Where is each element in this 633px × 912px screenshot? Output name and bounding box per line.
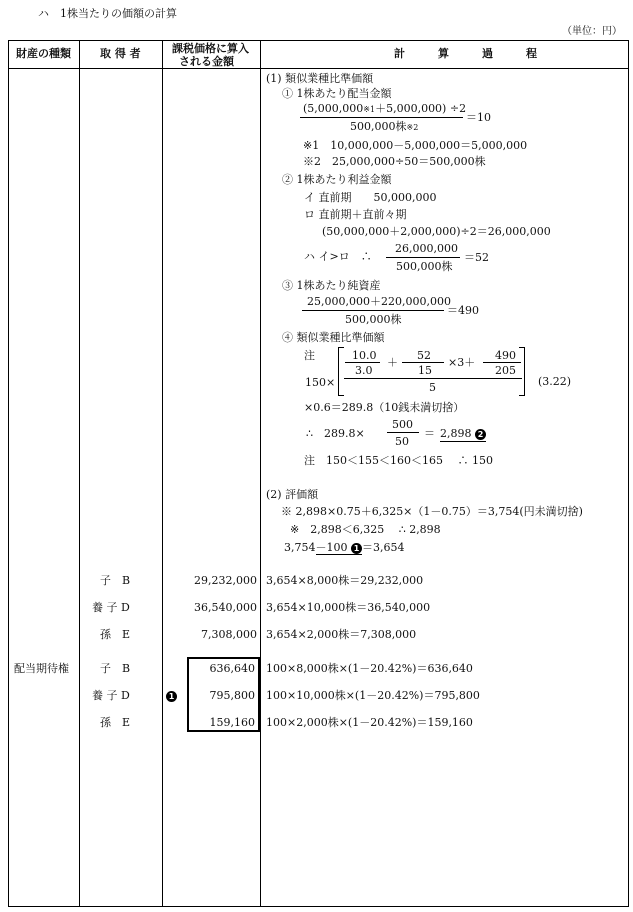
header-asset-type: 財産の種類	[16, 47, 71, 60]
valuation-line1: ※ 2,898×0.75＋6,325×（1－0.75）＝3,754(円未満切捨)	[281, 505, 583, 518]
valuation-line2: ※ 2,898＜6,325 ∴ 2,898	[290, 523, 441, 536]
dr-acquirer-d: 養 子 D	[92, 689, 130, 702]
profit-i: イ 直前期 50,000,000	[304, 191, 437, 204]
header-amount-line2: される金額	[179, 55, 234, 68]
bracket-right	[519, 347, 525, 396]
t-denominator: 50	[395, 435, 409, 448]
dr-acquirer-e: 孫 E	[100, 716, 131, 729]
similar-final-value: 2,898 2	[440, 428, 486, 442]
f2-numerator: 52	[417, 349, 431, 362]
f2-bar	[402, 362, 444, 363]
dividend-fraction-bar	[300, 117, 463, 118]
section-valuation: (2) 評価額	[266, 488, 319, 501]
f3-bar	[483, 362, 521, 363]
similar-therefore: ∴ 289.8×	[306, 427, 365, 440]
amount-b: 29,232,000	[194, 574, 257, 587]
dividend-denominator: 500,000株※2	[350, 120, 419, 133]
net-asset-result: ＝490	[447, 304, 479, 317]
header-amount-line1: 課税価格に算入	[172, 42, 249, 55]
t-equals: ＝	[424, 427, 435, 440]
unit-label: （単位：円）	[562, 26, 622, 37]
f1-bar	[345, 362, 380, 363]
f1-denominator: 3.0	[355, 364, 373, 377]
section-similar-industry: (1) 類似業種比準価額	[266, 72, 374, 85]
times3-plus: ×3＋	[448, 356, 476, 369]
net-asset-numerator: 25,000,000＋220,000,000	[307, 295, 451, 308]
profit-title: ② 1株あたり利益金額	[282, 173, 392, 186]
f2-denominator: 15	[418, 364, 432, 377]
similar-prefix: 150×	[305, 376, 336, 389]
similar-value-title: ④ 類似業種比準価額	[282, 331, 385, 344]
dr-amount-e: 159,160	[209, 716, 255, 729]
bracket-left	[338, 347, 344, 396]
dr-amount-b: 636,640	[209, 662, 255, 675]
header-process: 計 算 過 程	[394, 47, 537, 60]
profit-ro: ロ 直前期＋直前々期	[304, 208, 407, 221]
profit-ha-numerator: 26,000,000	[395, 242, 458, 255]
amount-d: 36,540,000	[194, 601, 257, 614]
amount-e: 7,308,000	[201, 628, 257, 641]
section-title: ハ 1株当たりの価額の計算	[38, 7, 177, 20]
profit-fraction-bar	[386, 257, 460, 258]
dr-process-d: 100×10,000株×(1－20.42%)＝795,800	[266, 689, 480, 702]
similar-note-mark: 注	[304, 349, 315, 362]
process-d: 3,654×10,000株＝36,540,000	[266, 601, 431, 614]
profit-ro-calc: (50,000,000＋2,000,000)÷2＝26,000,000	[322, 225, 551, 238]
plus-1: ＋	[387, 356, 398, 369]
outer-denominator: 5	[429, 381, 436, 394]
similar-mult: ×0.6＝289.8（10銭未満切捨）	[304, 401, 465, 414]
dr-process-b: 100×8,000株×(1－20.42%)＝636,640	[266, 662, 473, 675]
dr-acquirer-b: 子 B	[100, 662, 131, 675]
acquirer-b: 子 B	[100, 574, 131, 587]
dividend-title: ① 1株あたり配当金額	[282, 87, 392, 100]
f3-numerator: 490	[495, 349, 516, 362]
profit-ha: ハ イ>ロ ∴	[304, 250, 372, 263]
acquirer-e: 孫 E	[100, 628, 131, 641]
net-asset-fraction-bar	[302, 310, 444, 311]
profit-ha-result: ＝52	[464, 251, 489, 264]
process-e: 3,654×2,000株＝7,308,000	[266, 628, 417, 641]
header-acquirer: 取 得 者	[100, 47, 141, 60]
badge-1-icon: 1	[351, 543, 362, 554]
similar-note2: 注 150＜155＜160＜165 ∴ 150	[304, 454, 493, 467]
category-dividend-right: 配当期待権	[14, 662, 69, 675]
t-bar	[387, 432, 419, 433]
badge-2-icon: 2	[475, 429, 486, 440]
badge-1-amount	[166, 690, 177, 702]
deduction-underlined: －100 1	[316, 541, 363, 555]
valuation-line3: 3,754－100 1 ＝3,654	[284, 541, 405, 554]
process-b: 3,654×8,000株＝29,232,000	[266, 574, 424, 587]
dr-amount-d: 795,800	[209, 689, 255, 702]
outer-fraction-bar	[344, 378, 522, 379]
net-asset-denominator: 500,000株	[345, 313, 402, 326]
f1-numerator: 10.0	[352, 349, 377, 362]
dr-process-e: 100×2,000株×(1－20.42%)＝159,160	[266, 716, 473, 729]
badge-1-icon-amount: 1	[166, 691, 177, 702]
dividend-note1: ※1 10,000,000－5,000,000＝5,000,000	[303, 139, 528, 152]
dividend-numerator: (5,000,000※1＋5,000,000) ÷2	[303, 102, 467, 115]
net-asset-title: ③ 1株あたり純資産	[282, 279, 381, 292]
similar-paren-value: (3.22)	[538, 375, 572, 388]
acquirer-d: 養 子 D	[92, 601, 130, 614]
t-numerator: 500	[392, 418, 413, 431]
f3-denominator: 205	[495, 364, 516, 377]
dividend-result: ＝10	[466, 111, 491, 124]
dividend-note2: ※2 25,000,000÷50＝500,000株	[303, 155, 486, 168]
profit-ha-denominator: 500,000株	[396, 260, 453, 273]
